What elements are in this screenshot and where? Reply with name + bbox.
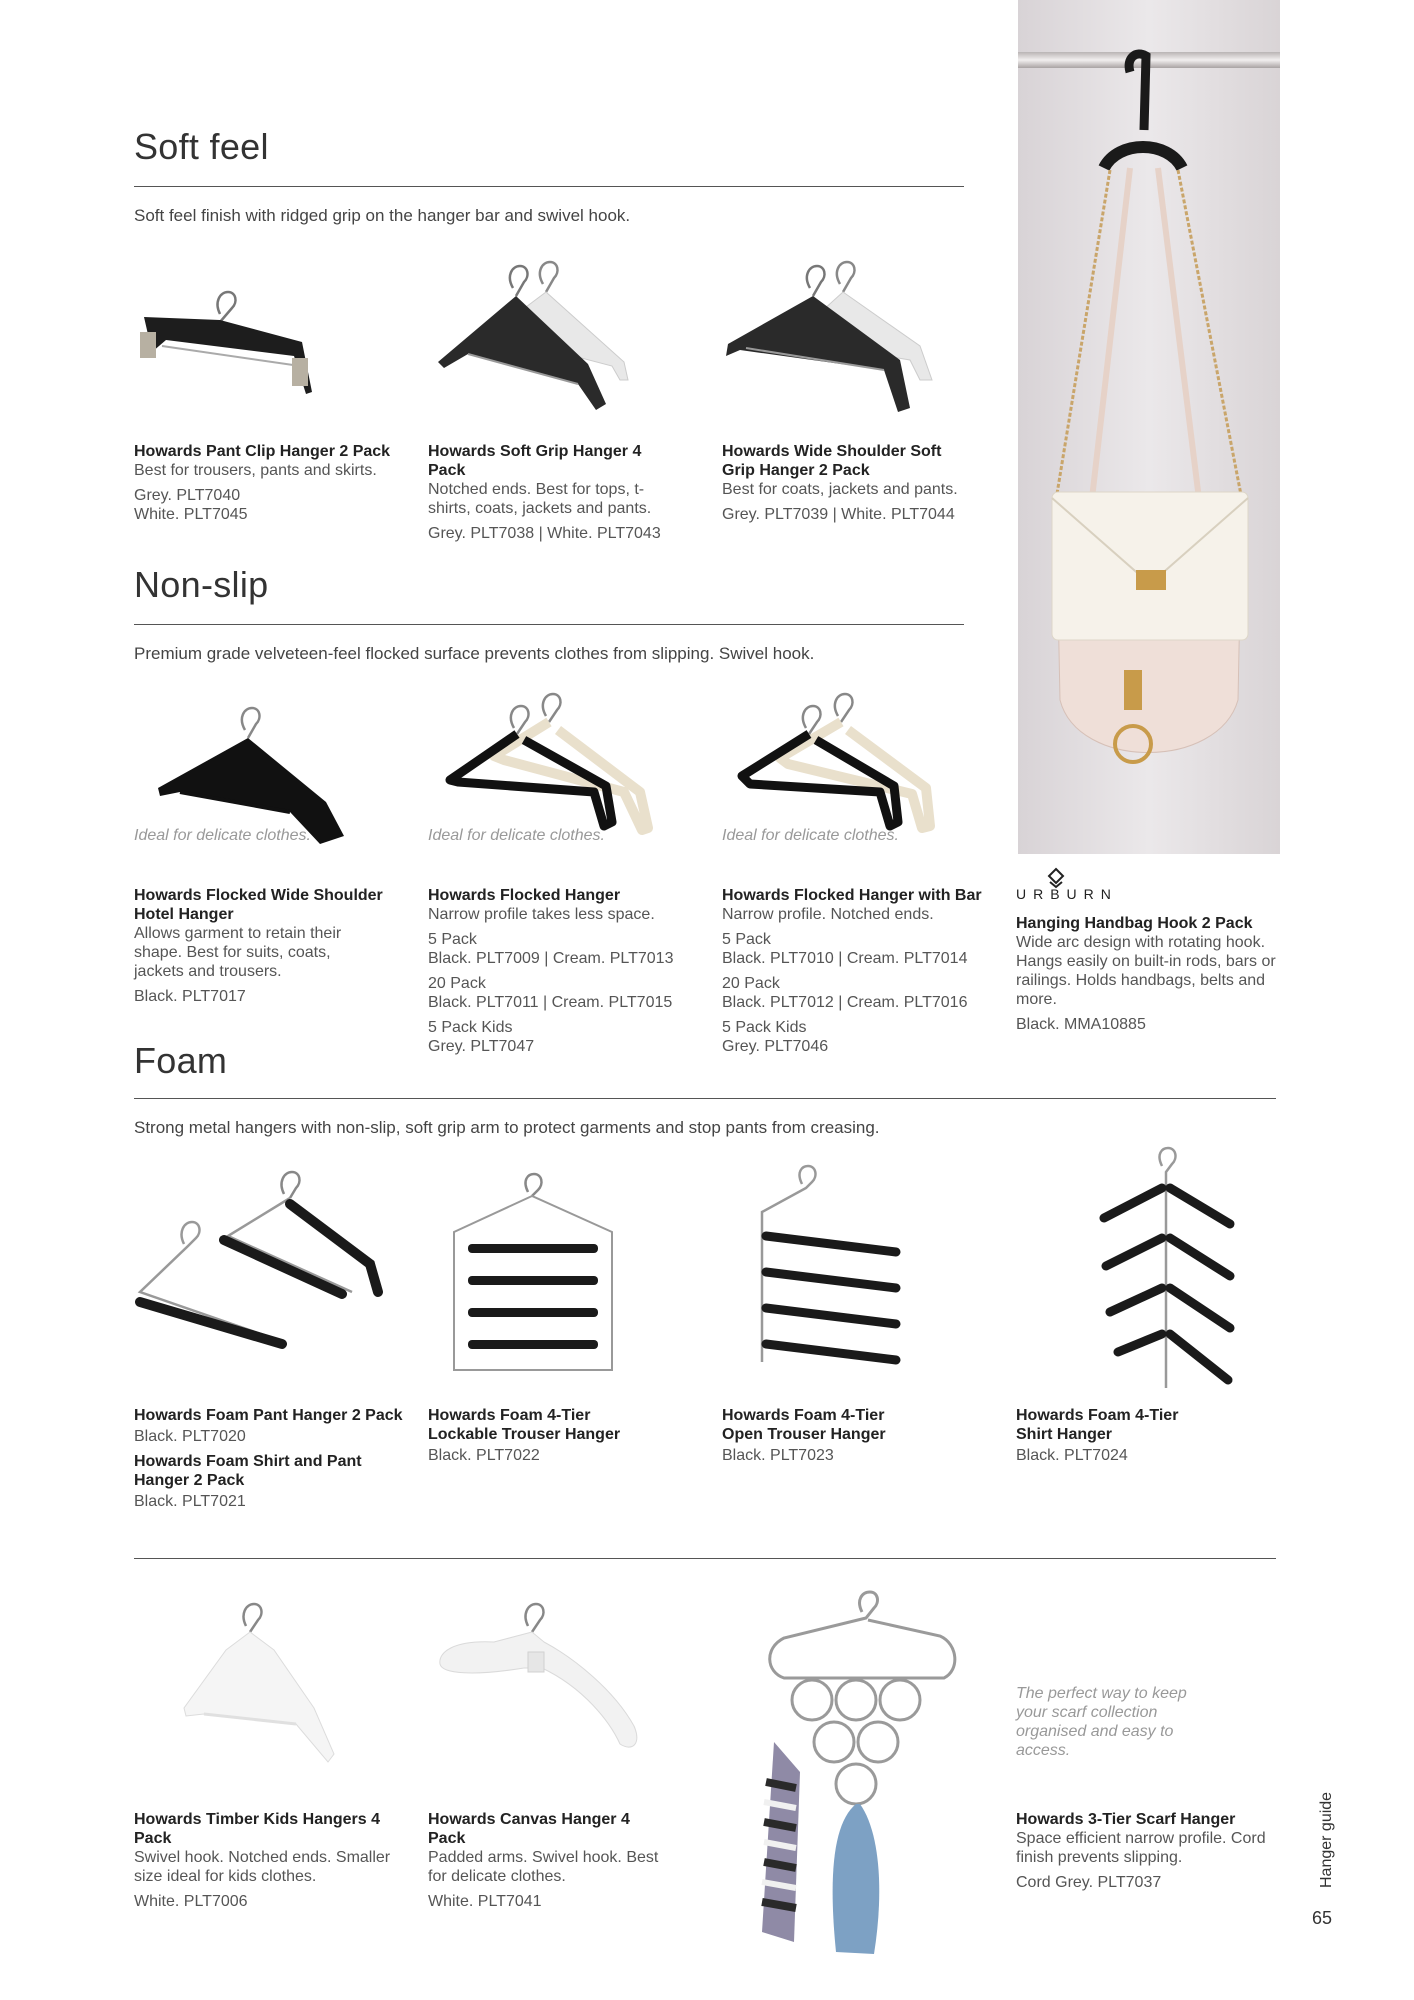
note-ideal-for: Ideal for delicate clothes. — [428, 827, 605, 844]
product-title: Howards Soft Grip Hanger 4 Pack — [428, 443, 642, 479]
foam-open-trouser-hanger-image — [756, 1166, 906, 1376]
product-title: Hanging Handbag Hook 2 Pack — [1016, 915, 1253, 932]
product-foam-lockable-trouser — [428, 1406, 628, 1465]
section-title-non-slip: Non-slip — [134, 564, 269, 605]
flocked-hanger-with-bar-image — [736, 676, 956, 846]
foam-shirt-hanger-image — [1096, 1148, 1246, 1398]
product-flocked-hanger-with-bar — [722, 886, 982, 1056]
divider — [134, 186, 964, 187]
product-code: White. PLT7045 — [134, 506, 248, 523]
product-description: Best for coats, jackets and pants. — [722, 481, 958, 498]
note-ideal-for: Ideal for delicate clothes. — [722, 827, 899, 844]
product-code: Black. PLT7020 — [134, 1428, 246, 1445]
product-code: Black. PLT7010 | Cream. PLT7014 — [722, 950, 968, 967]
product-code: Black. PLT7021 — [134, 1493, 246, 1510]
product-title: Howards Canvas Hanger 4 Pack — [428, 1811, 630, 1847]
product-timber-kids-hanger — [134, 1810, 414, 1911]
product-title: Howards Flocked Wide Shoulder Hotel Hanger — [134, 887, 383, 923]
product-description: Allows garment to retain their shape. Best for suits, coats, jackets and trousers. — [134, 925, 342, 980]
product-soft-grip-hanger — [428, 442, 678, 543]
product-title: Howards Foam 4-Tier Shirt Hanger — [1016, 1407, 1179, 1443]
note-ideal-for: Ideal for delicate clothes. — [134, 827, 311, 844]
product-code: Cord Grey. PLT7037 — [1016, 1874, 1162, 1891]
product-code: Black. PLT7009 | Cream. PLT7013 — [428, 950, 674, 967]
product-flocked-wide-shoulder — [134, 886, 384, 1006]
product-foam-pant-hanger — [134, 1406, 404, 1511]
note-scarf: The perfect way to keep your scarf collection organised and easy to access. — [1016, 1685, 1187, 1759]
pack-size: 5 Pack Kids — [428, 1019, 513, 1036]
product-code: Black. PLT7011 | Cream. PLT7015 — [428, 994, 673, 1011]
section-title-soft-feel: Soft feel — [134, 126, 269, 167]
product-title: Howards Foam 4-Tier Lockable Trouser Hanger — [428, 1407, 621, 1443]
timber-kids-hanger-image — [170, 1598, 340, 1768]
product-code: Black. PLT7024 — [1016, 1447, 1128, 1464]
handbag-hook-photo — [1018, 0, 1280, 854]
product-code: White. PLT7006 — [134, 1893, 248, 1910]
pack-size: 5 Pack — [428, 931, 477, 948]
foam-pant-hanger-image — [134, 1164, 394, 1354]
product-title: Howards Foam 4-Tier Open Trouser Hanger — [722, 1407, 886, 1443]
product-foam-open-trouser — [722, 1406, 922, 1465]
urburn-logo-icon — [1046, 868, 1066, 888]
product-title: Howards Pant Clip Hanger 2 Pack — [134, 443, 391, 460]
divider — [134, 624, 964, 625]
product-title: Howards Timber Kids Hangers 4 Pack — [134, 1811, 380, 1847]
foam-lockable-trouser-hanger-image — [448, 1174, 618, 1374]
section-description: Strong metal hangers with non-slip, soft grip arm to protect garments and stop pants from creasing. — [134, 1118, 880, 1137]
pack-size: 20 Pack — [722, 975, 780, 992]
section-title-foam: Foam — [134, 1040, 228, 1081]
product-description: Narrow profile takes less space. — [428, 906, 655, 923]
divider — [134, 1098, 1276, 1099]
product-wide-shoulder-soft-grip — [722, 442, 972, 524]
product-description: Notched ends. Best for tops, t-shirts, coats, jackets and pants. — [428, 481, 652, 517]
divider — [134, 1558, 1276, 1559]
product-description: Padded arms. Swivel hook. Best for delicate clothes. — [428, 1849, 659, 1885]
product-title: Howards Foam Shirt and Pant Hanger 2 Pack — [134, 1453, 362, 1489]
canvas-hanger-image — [434, 1598, 644, 1768]
product-title: Howards Foam Pant Hanger 2 Pack — [134, 1407, 403, 1424]
product-description: Swivel hook. Notched ends. Smaller size ideal for kids clothes. — [134, 1849, 391, 1885]
side-section-label: Hanger guide — [1318, 1791, 1335, 1888]
product-code: Grey. PLT7047 — [428, 1038, 535, 1055]
flocked-hanger-image — [444, 676, 664, 846]
product-code: Black. PLT7017 — [134, 988, 246, 1005]
brand-name: URBURN — [1016, 886, 1118, 902]
product-description: Narrow profile. Notched ends. — [722, 906, 934, 923]
scarf-hanger-image — [744, 1592, 964, 1962]
product-code: Black. PLT7022 — [428, 1447, 540, 1464]
product-handbag-hook — [1016, 914, 1286, 1034]
section-description: Premium grade velveteen-feel flocked surface prevents clothes from slipping. Swivel hook. — [134, 644, 815, 663]
product-description: Space efficient narrow profile. Cord finish prevents slipping. — [1016, 1830, 1266, 1866]
product-code: Black. MMA10885 — [1016, 1016, 1146, 1033]
product-title: Howards 3-Tier Scarf Hanger — [1016, 1811, 1236, 1828]
product-title: Howards Wide Shoulder Soft Grip Hanger 2 Pack — [722, 443, 942, 479]
product-flocked-hanger — [428, 886, 688, 1056]
product-code: White. PLT7041 — [428, 1893, 542, 1910]
pack-size: 5 Pack — [722, 931, 771, 948]
product-canvas-hanger — [428, 1810, 668, 1911]
product-foam-shirt — [1016, 1406, 1216, 1465]
pack-size: 20 Pack — [428, 975, 486, 992]
pack-size: 5 Pack Kids — [722, 1019, 807, 1036]
soft-grip-hanger-image — [428, 244, 648, 424]
product-code: Grey. PLT7039 | White. PLT7044 — [722, 506, 955, 523]
product-code: Grey. PLT7046 — [722, 1038, 829, 1055]
product-scarf-hanger — [1016, 1810, 1266, 1892]
product-title: Howards Flocked Hanger with Bar — [722, 887, 982, 904]
product-code: Grey. PLT7038 | White. PLT7043 — [428, 525, 661, 542]
product-code: Black. PLT7023 — [722, 1447, 834, 1464]
product-description: Best for trousers, pants and skirts. — [134, 462, 377, 479]
wide-shoulder-hanger-image — [720, 244, 940, 424]
product-code: Black. PLT7012 | Cream. PLT7016 — [722, 994, 968, 1011]
product-code: Grey. PLT7040 — [134, 487, 241, 504]
pant-clip-hanger-image — [134, 262, 334, 412]
product-title: Howards Flocked Hanger — [428, 887, 621, 904]
section-description: Soft feel finish with ridged grip on the hanger bar and swivel hook. — [134, 206, 631, 225]
product-description: Wide arc design with rotating hook. Hangs easily on built-in rods, bars or railings. Holds handbags, belts and more. — [1016, 934, 1276, 1008]
page-number: 65 — [1312, 1908, 1333, 1928]
product-pant-clip-hanger — [134, 442, 414, 524]
